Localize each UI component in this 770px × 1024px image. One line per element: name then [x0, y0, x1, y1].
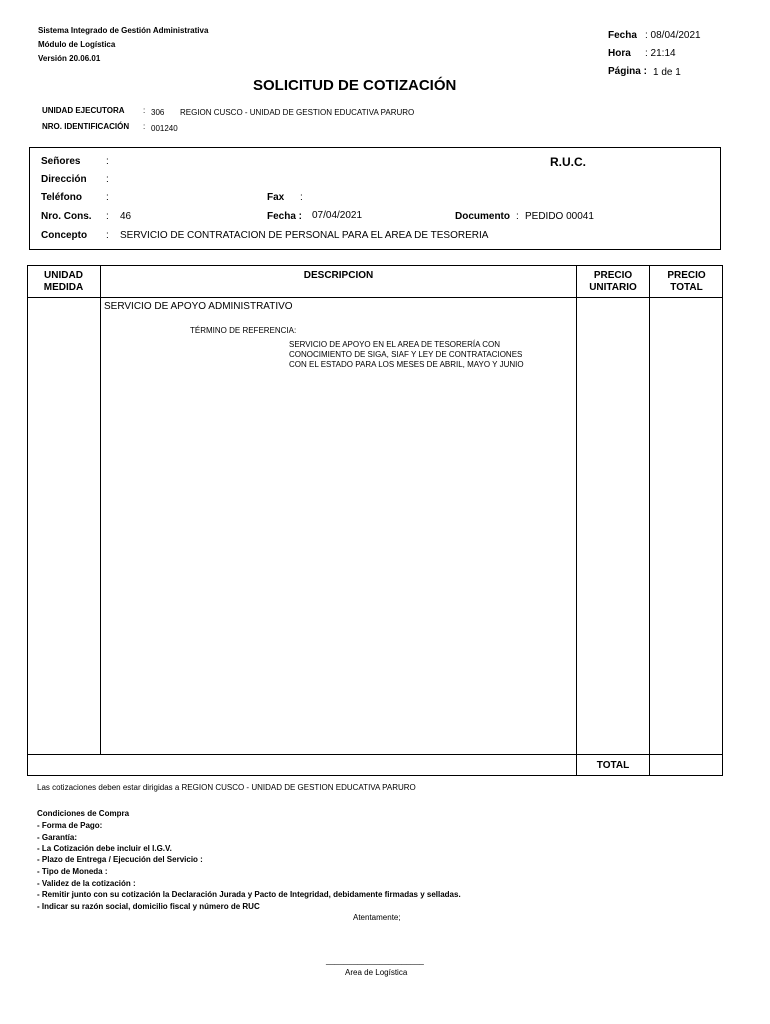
fecha-doc-value: 07/04/2021 — [312, 210, 363, 221]
fecha-doc-label: Fecha : — [267, 211, 303, 222]
version-label: Versión 20.06.01 — [38, 54, 101, 63]
signature-area: Area de Logística — [345, 968, 408, 977]
col-precio-u-2: UNITARIO — [589, 282, 637, 293]
direccion-sep: : — [106, 174, 109, 185]
concepto-label: Concepto — [41, 230, 88, 241]
col-unidad-1: UNIDAD — [44, 270, 83, 281]
col-precio-t-2: TOTAL — [670, 282, 703, 293]
telefono-sep: : — [106, 192, 109, 203]
condition-item: - La Cotización debe incluir el I.G.V. — [37, 844, 172, 853]
col-divider-3 — [649, 265, 650, 776]
condition-item: - Plazo de Entrega / Ejecución del Servicio : — [37, 855, 203, 864]
documento-value: PEDIDO 00041 — [525, 211, 594, 222]
pagina-label: Página : — [608, 66, 647, 77]
senores-sep: : — [106, 156, 109, 167]
col-divider-1 — [100, 265, 101, 754]
nrocons-label: Nro. Cons. — [41, 211, 92, 222]
hora-value: : 21:14 — [645, 48, 676, 59]
ue-name: REGION CUSCO - UNIDAD DE GESTION EDUCATIVA PARURO — [180, 108, 415, 117]
telefono-label: Teléfono — [41, 192, 82, 203]
nrocons-sep: : — [106, 211, 109, 222]
id-sep: : — [143, 122, 146, 131]
id-label: NRO. IDENTIFICACIÓN — [42, 122, 130, 131]
ref-line-1: SERVICIO DE APOYO EN EL AREA DE TESORERÍA CON — [289, 340, 501, 349]
total-divider — [27, 754, 723, 755]
total-label: TOTAL — [596, 760, 630, 771]
condition-item: - Indicar su razón social, domicilio fiscal y número de RUC — [37, 902, 260, 911]
col-descripcion: DESCRIPCION — [303, 270, 374, 281]
condition-item: - Remitir junto con su cotización la Declaración Jurada y Pacto de Integridad, debidamente firmadas y selladas. — [37, 890, 461, 899]
col-precio-t-1: PRECIO — [667, 270, 706, 281]
col-divider-2 — [576, 265, 577, 776]
signature-line: ______________________ — [326, 956, 424, 965]
documento-label: Documento — [455, 211, 510, 222]
ue-code: 306 — [151, 108, 165, 117]
direccion-label: Dirección — [41, 174, 87, 185]
nrocons-value: 46 — [120, 211, 132, 222]
ue-sep: : — [143, 106, 146, 115]
condition-item: - Forma de Pago: — [37, 821, 103, 830]
ue-label: UNIDAD EJECUTORA — [42, 106, 125, 115]
conditions-title: Condiciones de Compra — [37, 809, 130, 818]
hora-label: Hora — [608, 48, 631, 59]
col-unidad-2: MEDIDA — [43, 282, 84, 293]
ref-line-3: CON EL ESTADO PARA LOS MESES DE ABRIL, MAYO Y JUNIO — [289, 360, 524, 369]
pagina-value: 1 de 1 — [653, 67, 681, 78]
condition-item: - Tipo de Moneda : — [37, 867, 108, 876]
ruc-label: R.U.C. — [550, 155, 586, 169]
fecha-label: Fecha — [608, 30, 637, 41]
fax-label: Fax — [267, 192, 285, 203]
senores-label: Señores — [41, 156, 81, 167]
ref-label: TÉRMINO DE REFERENCIA: — [190, 326, 297, 335]
condition-item: - Garantía: — [37, 833, 78, 842]
page-title: SOLICITUD DE COTIZACIÓN — [253, 77, 457, 94]
closing-text: Atentamente; — [353, 913, 401, 922]
fecha-value: : 08/04/2021 — [645, 30, 701, 41]
header-divider — [27, 297, 723, 298]
ref-line-2: CONOCIMIENTO DE SIGA, SIAF Y LEY DE CONTRATACIONES — [289, 350, 523, 359]
condition-item: - Validez de la cotización : — [37, 879, 136, 888]
system-name: Sistema Integrado de Gestión Administrativa — [38, 26, 209, 35]
concepto-sep: : — [106, 230, 109, 241]
fax-sep: : — [300, 192, 303, 203]
concepto-value: SERVICIO DE CONTRATACION DE PERSONAL PARA EL AREA DE TESORERIA — [120, 230, 489, 241]
item-title: SERVICIO DE APOYO ADMINISTRATIVO — [104, 301, 293, 312]
documento-sep: : — [516, 211, 519, 222]
id-value: 001240 — [151, 124, 178, 133]
addressed-to: Las cotizaciones deben estar dirigidas a REGION CUSCO - UNIDAD DE GESTION EDUCATIVA PARURO — [37, 783, 416, 792]
module-name: Módulo de Logística — [38, 40, 116, 49]
col-precio-u-1: PRECIO — [593, 270, 633, 281]
